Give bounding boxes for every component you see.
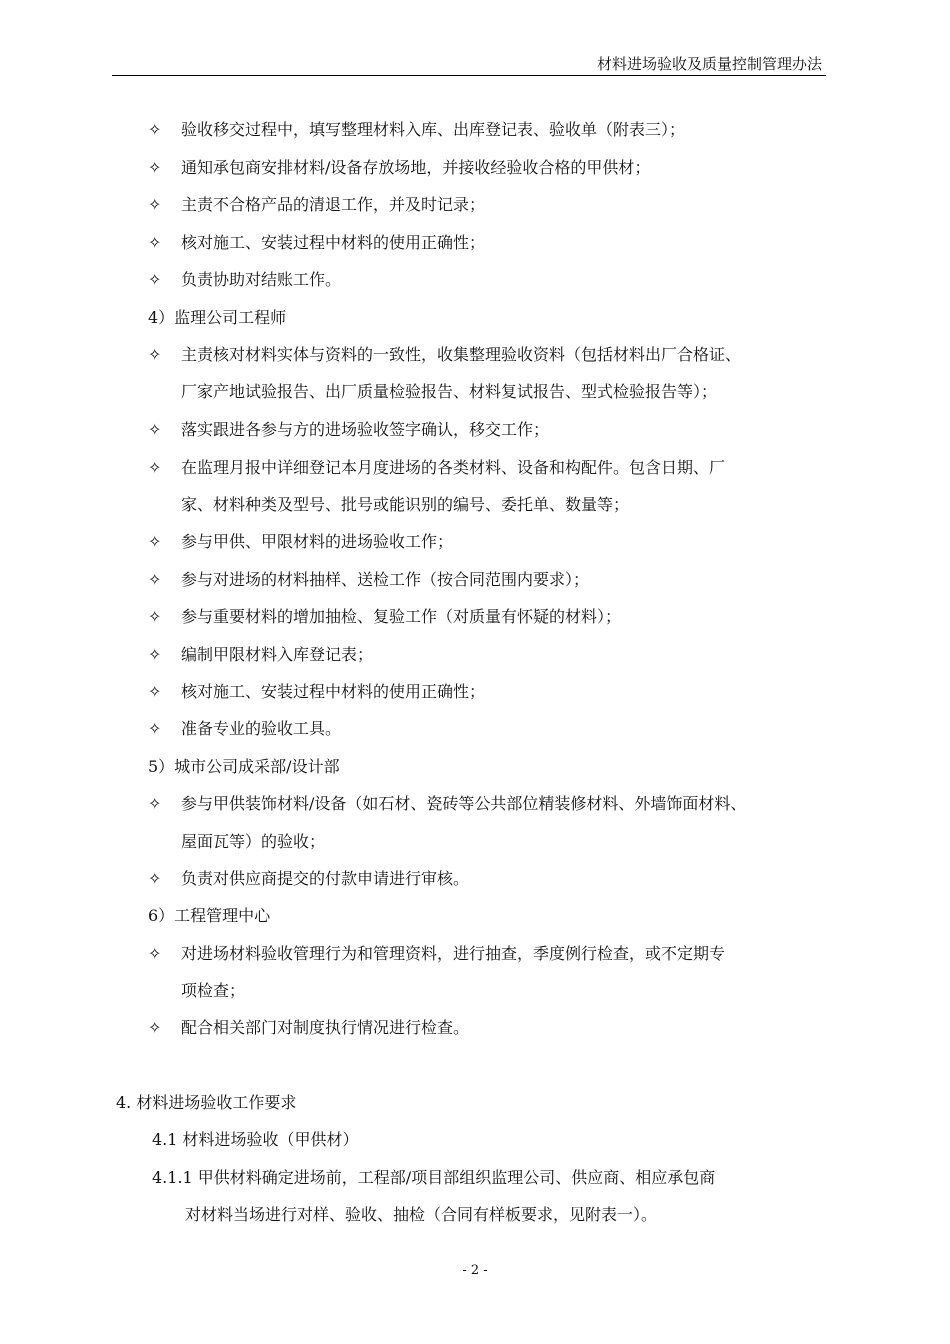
bullet-icon: ✧ <box>148 645 162 664</box>
bullet-icon: ✧ <box>148 682 162 701</box>
text-line: 5）城市公司成采部/设计部 <box>148 757 340 776</box>
bullet-icon: ✧ <box>148 944 162 963</box>
text-line: 4. 材料进场验收工作要求 <box>116 1093 297 1112</box>
text-line: 4.1.1 甲供材料确定进场前，工程部/项目部组织监理公司、供应商、相应承包商 <box>152 1168 716 1187</box>
bullet-icon: ✧ <box>148 570 162 589</box>
bullet-icon: ✧ <box>148 270 162 289</box>
bullet-icon: ✧ <box>148 794 162 813</box>
bullet-item-text: 核对施工、安装过程中材料的使用正确性； <box>181 233 486 252</box>
bullet-item-text: 验收移交过程中，填写整理材料入库、出库登记表、验收单（附表三）； <box>181 120 686 139</box>
bullet-item-text: 参与对进场的材料抽样、送检工作（按合同范围内要求）； <box>181 570 590 589</box>
bullet-item-text: 对进场材料验收管理行为和管理资料，进行抽查，季度例行检查，或不定期专 <box>181 944 726 963</box>
text-line: 4）监理公司工程师 <box>148 308 287 327</box>
text-line: 屋面瓦等）的验收； <box>181 832 326 851</box>
bullet-icon: ✧ <box>148 420 162 439</box>
bullet-item-text: 编制甲限材料入库登记表； <box>181 645 374 664</box>
page-header <box>112 54 826 76</box>
text-line: 项检查； <box>181 981 246 1000</box>
header-title: 材料进场验收及质量控制管理办法 <box>596 55 822 73</box>
bullet-item-text: 负责对供应商提交的付款申请进行审核。 <box>181 869 470 888</box>
bullet-item-text: 核对施工、安装过程中材料的使用正确性； <box>181 682 486 701</box>
bullet-item-text: 准备专业的验收工具。 <box>181 719 342 738</box>
bullet-item-text: 参与重要材料的增加抽检、复验工作（对质量有怀疑的材料）； <box>181 607 622 626</box>
bullet-item-text: 在监理月报中详细登记本月度进场的各类材料、设备和构配件。包含日期、厂 <box>181 458 726 477</box>
bullet-icon: ✧ <box>148 120 162 139</box>
text-line: 家、材料种类及型号、批号或能识别的编号、委托单、数量等； <box>181 495 630 514</box>
bullet-icon: ✧ <box>148 195 162 214</box>
bullet-item-text: 主责核对材料实体与资料的一致性，收集整理验收资料（包括材料出厂合格证、 <box>181 345 742 364</box>
bullet-icon: ✧ <box>148 869 162 888</box>
text-line: 厂家产地试验报告、出厂质量检验报告、材料复试报告、型式检验报告等）； <box>181 382 718 401</box>
bullet-icon: ✧ <box>148 532 162 551</box>
bullet-item-text: 参与甲供装饰材料/设备（如石材、瓷砖等公共部位精装修材料、外墙饰面材料、 <box>181 794 747 813</box>
bullet-item-text: 参与甲供、甲限材料的进场验收工作； <box>181 532 454 551</box>
bullet-icon: ✧ <box>148 233 162 252</box>
bullet-icon: ✧ <box>148 607 162 626</box>
bullet-icon: ✧ <box>148 158 162 177</box>
text-line: 6）工程管理中心 <box>148 906 271 925</box>
text-line: 对材料当场进行对样、验收、抽检（合同有样板要求，见附表一）。 <box>185 1205 658 1224</box>
bullet-icon: ✧ <box>148 1018 162 1037</box>
bullet-item-text: 落实跟进各参与方的进场验收签字确认，移交工作； <box>181 420 550 439</box>
text-line: 4.1 材料进场验收（甲供材） <box>152 1130 359 1149</box>
bullet-item-text: 通知承包商安排材料/设备存放场地，并接收经验收合格的甲供材； <box>181 158 651 177</box>
bullet-item-text: 负责协助对结账工作。 <box>181 270 342 289</box>
page-number: - 2 - <box>462 1263 488 1278</box>
bullet-icon: ✧ <box>148 345 162 364</box>
bullet-icon: ✧ <box>148 719 162 738</box>
bullet-item-text: 主责不合格产品的清退工作，并及时记录； <box>181 195 486 214</box>
bullet-icon: ✧ <box>148 458 162 477</box>
bullet-item-text: 配合相关部门对制度执行情况进行检查。 <box>181 1018 470 1037</box>
